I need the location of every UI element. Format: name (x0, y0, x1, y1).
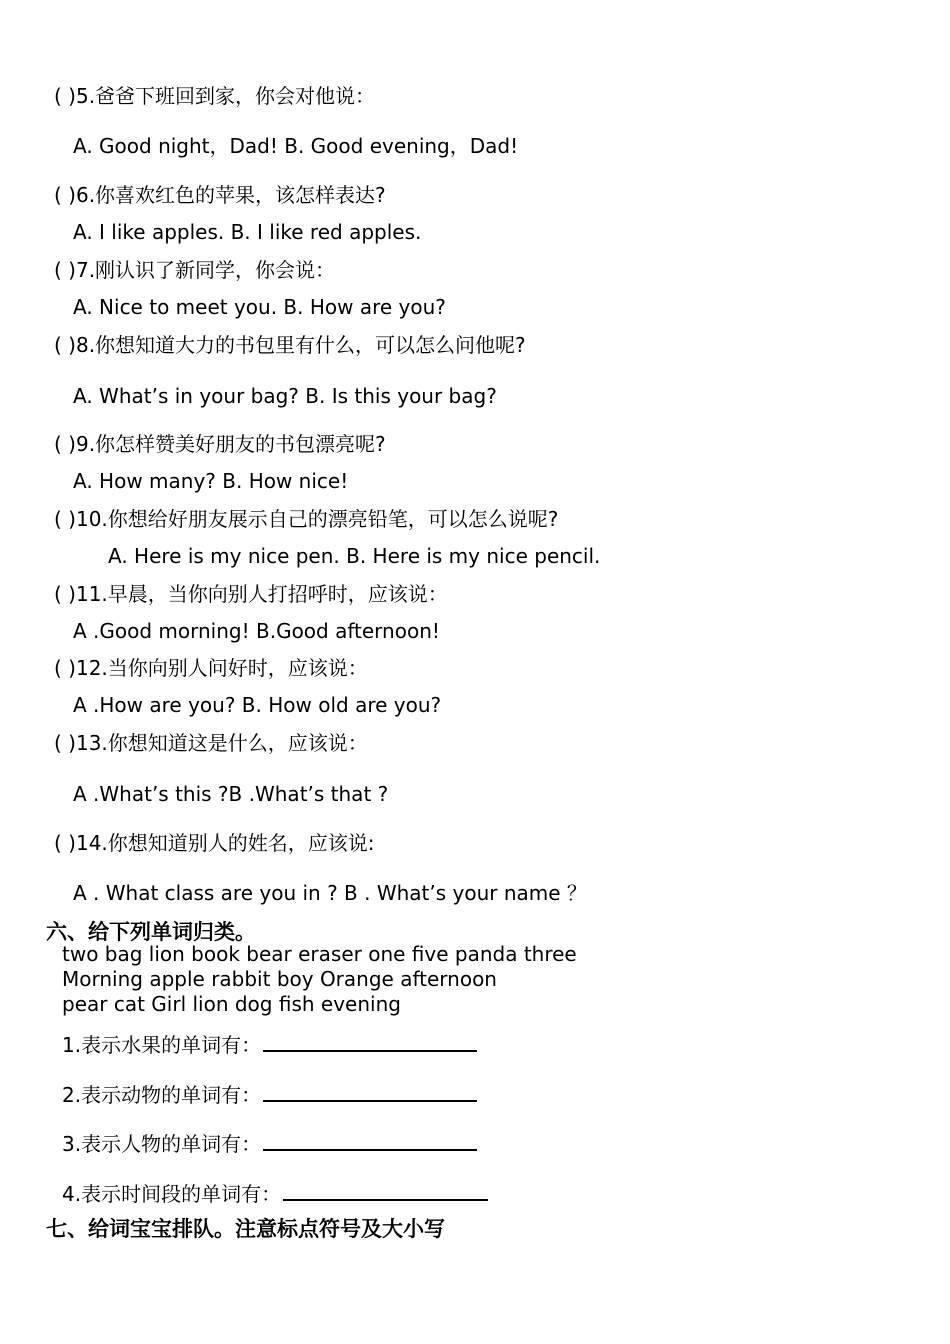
question-12: ( )12.当你向别人问好时，应该说： (54, 656, 368, 680)
question-9: ( )9.你怎样赞美好朋友的书包漂亮呢? (54, 432, 386, 456)
fill-person (62, 1129, 477, 1156)
word-bank-line-1: two bag lion book bear eraser one five panda three (62, 942, 577, 966)
section-7-heading: 七、给词宝宝排队。注意标点符号及大小写 (46, 1217, 445, 1241)
question-7-options: A. Nice to meet you. B. How are you? (73, 295, 446, 319)
word-bank-line-2: Morning apple rabbit boy Orange afternoon (62, 967, 497, 991)
question-6-options: A. I like apples. B. I like red apples. (73, 220, 422, 244)
question-11-options: A .Good morning! B.Good afternoon! (73, 619, 440, 643)
question-5: ( )5.爸爸下班回到家，你会对他说： (54, 84, 376, 108)
question-13: ( )13.你想知道这是什么，应该说： (54, 731, 368, 755)
fill-animal-blank[interactable] (263, 1080, 477, 1102)
question-5-options: A. Good night，Dad! B. Good evening，Dad! (73, 134, 519, 158)
fill-fruit-label: 1.表示水果的单词有： (62, 1033, 262, 1057)
question-8-options: A. What’s in your bag? B. Is this your bag? (73, 384, 497, 408)
fill-time-label: 4.表示时间段的单词有： (62, 1182, 282, 1206)
question-10: ( )10.你想给好朋友展示自己的漂亮铅笔，可以怎么说呢? (54, 507, 559, 531)
question-8: ( )8.你想知道大力的书包里有什么，可以怎么问他呢? (54, 333, 526, 357)
fill-person-label: 3.表示人物的单词有： (62, 1132, 262, 1156)
fill-time-blank[interactable] (283, 1179, 488, 1201)
question-6: ( )6.你喜欢红色的苹果，该怎样表达? (54, 183, 386, 207)
question-14: ( )14.你想知道别人的姓名，应该说: (54, 831, 375, 855)
fill-person-blank[interactable] (263, 1129, 477, 1151)
fill-animal (62, 1080, 477, 1107)
question-12-options: A .How are you? B. How old are you? (73, 693, 442, 717)
fill-animal-label: 2.表示动物的单词有： (62, 1083, 262, 1107)
fill-fruit-blank[interactable] (263, 1030, 477, 1052)
question-7: ( )7.刚认识了新同学，你会说： (54, 258, 336, 282)
fill-fruit (62, 1030, 477, 1057)
section-6-heading: 六、给下列单词归类。 (46, 920, 256, 944)
question-10-options: A. Here is my nice pen. B. Here is my nice pencil. (108, 544, 601, 568)
question-13-options: A .What’s this ?B .What’s that ? (73, 782, 389, 806)
question-9-options: A. How many? B. How nice! (73, 469, 349, 493)
fill-time (62, 1179, 488, 1206)
question-11: ( )11.早晨，当你向别人打招呼时，应该说： (54, 582, 448, 606)
question-14-options: A . What class are you in ? B . What’s your name ？ (73, 881, 587, 905)
word-bank-line-3: pear cat Girl lion dog fish evening (62, 992, 401, 1016)
